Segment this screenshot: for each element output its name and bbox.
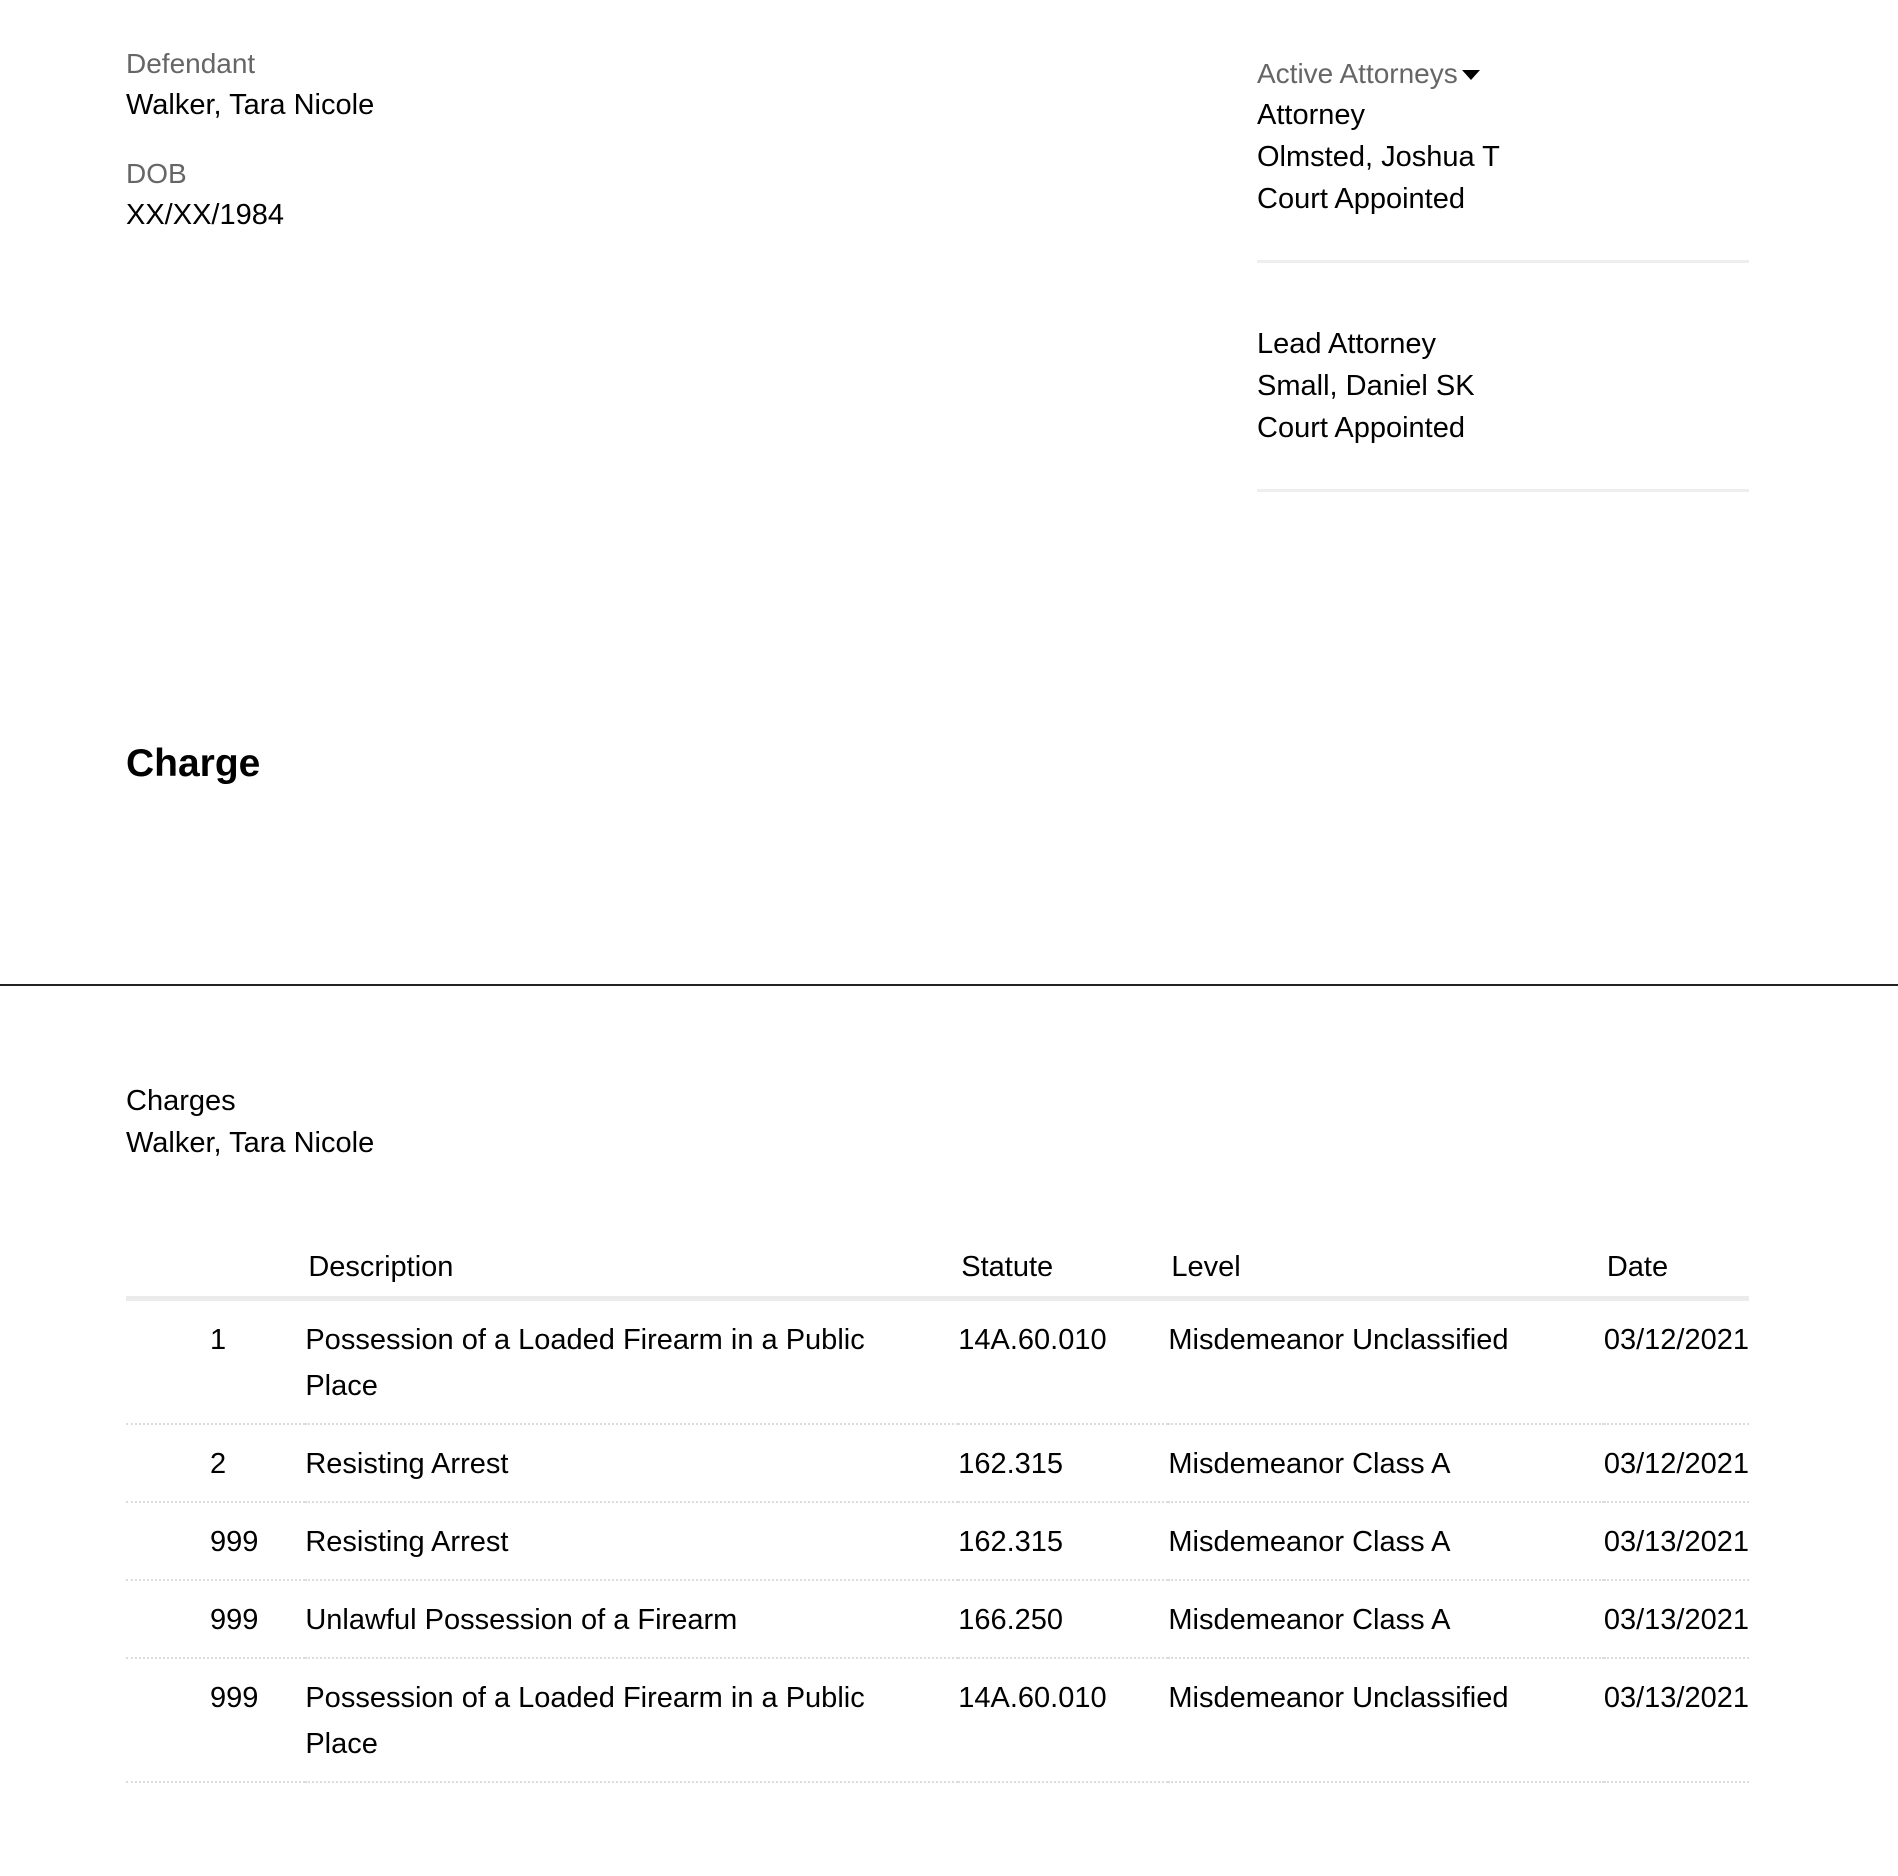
attorney-type: Court Appointed: [1257, 412, 1465, 444]
charge-level: Misdemeanor Unclassified: [1168, 1658, 1603, 1782]
active-attorneys-panel: [1257, 54, 1749, 492]
charge-description: Possession of a Loaded Firearm in a Public Place: [305, 1658, 958, 1782]
section-title: Charge: [126, 742, 261, 785]
charge-number: 999: [126, 1658, 305, 1782]
caret-down-icon: [1462, 70, 1480, 80]
active-attorneys-toggle[interactable]: [1257, 54, 1480, 94]
table-row: [126, 1580, 1749, 1658]
charges-header: [126, 1080, 374, 1164]
dob-label: DOB: [126, 158, 187, 189]
charge-date: 03/12/2021: [1604, 1299, 1749, 1425]
table-row: [126, 1502, 1749, 1580]
column-header-description: Description: [305, 1236, 958, 1299]
charge-description: Resisting Arrest: [305, 1424, 958, 1502]
column-header-level: Level: [1168, 1236, 1603, 1299]
charge-number: 999: [126, 1502, 305, 1580]
charge-level: Misdemeanor Class A: [1168, 1580, 1603, 1658]
charge-number: 2: [126, 1424, 305, 1502]
attorney-type: Court Appointed: [1257, 183, 1465, 215]
column-header-date: Date: [1604, 1236, 1749, 1299]
charge-date: 03/12/2021: [1604, 1424, 1749, 1502]
charge-date: 03/13/2021: [1604, 1580, 1749, 1658]
charge-date: 03/13/2021: [1604, 1502, 1749, 1580]
column-header-statute: Statute: [958, 1236, 1168, 1299]
charge-description: Possession of a Loaded Firearm in a Public Place: [305, 1299, 958, 1425]
attorney-entry: [1257, 263, 1749, 492]
defendant-label: Defendant: [126, 48, 256, 79]
charge-number: 999: [126, 1580, 305, 1658]
charge-statute: 14A.60.010: [958, 1658, 1168, 1782]
attorney-entry: [1257, 94, 1749, 263]
defendant-name: Walker, Tara Nicole: [126, 89, 375, 121]
section-divider: [0, 984, 1898, 986]
dob-info: [126, 154, 284, 236]
charges-label: Charges: [126, 1085, 236, 1117]
charge-level: Misdemeanor Unclassified: [1168, 1299, 1603, 1425]
table-row: [126, 1299, 1749, 1425]
charges-party: Walker, Tara Nicole: [126, 1127, 375, 1159]
charge-level: Misdemeanor Class A: [1168, 1424, 1603, 1502]
table-row: [126, 1658, 1749, 1782]
column-header-number: [126, 1236, 305, 1299]
table-header-row: [126, 1236, 1749, 1299]
attorney-name: Small, Daniel SK: [1257, 370, 1475, 402]
charge-description: Unlawful Possession of a Firearm: [305, 1580, 958, 1658]
charge-statute: 166.250: [958, 1580, 1168, 1658]
dob-value: XX/XX/1984: [126, 199, 284, 231]
charge-level: Misdemeanor Class A: [1168, 1502, 1603, 1580]
attorney-name: Olmsted, Joshua T: [1257, 141, 1500, 173]
defendant-info: [126, 44, 374, 126]
charge-statute: 162.315: [958, 1424, 1168, 1502]
charge-statute: 14A.60.010: [958, 1299, 1168, 1425]
charge-statute: 162.315: [958, 1502, 1168, 1580]
charge-date: 03/13/2021: [1604, 1658, 1749, 1782]
charge-description: Resisting Arrest: [305, 1502, 958, 1580]
charge-number: 1: [126, 1299, 305, 1425]
table-row: [126, 1424, 1749, 1502]
attorney-role: Attorney: [1257, 99, 1365, 131]
charges-table: [126, 1236, 1749, 1783]
attorney-role: Lead Attorney: [1257, 328, 1436, 360]
active-attorneys-label: Active Attorneys: [1257, 58, 1458, 89]
